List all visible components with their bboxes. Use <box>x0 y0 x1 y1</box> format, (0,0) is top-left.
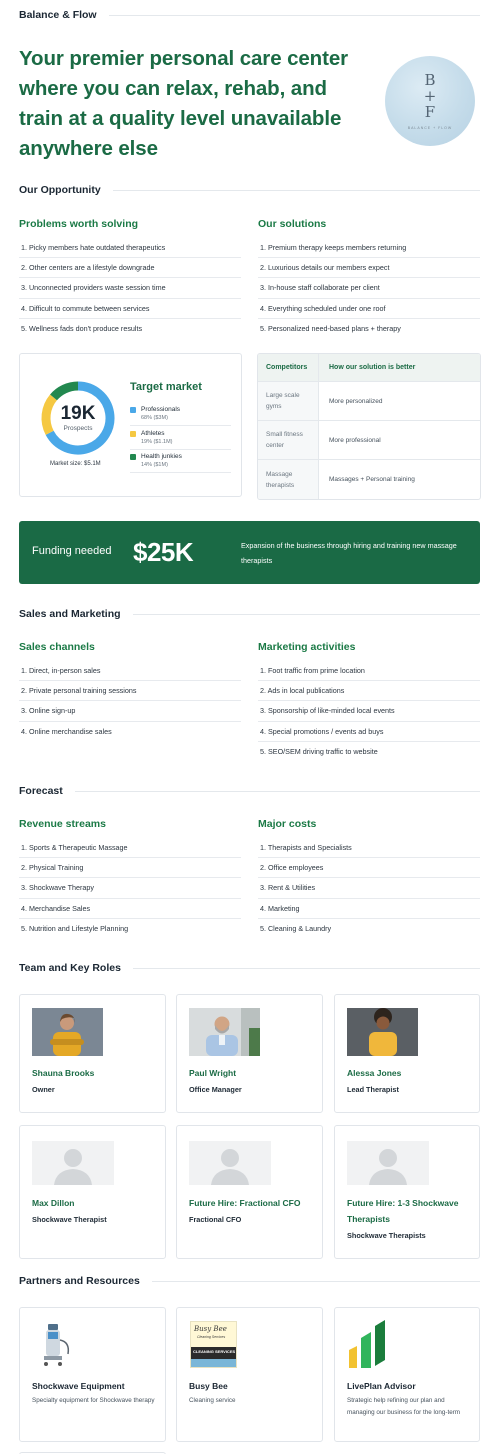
partner-description: Specialty equipment for Shockwave therapy <box>32 1397 155 1404</box>
funding-banner <box>19 521 480 584</box>
problems-list: Problems worth solving 1. Picky members hate outdated therapeutics 2. Other centers are a lifestyle downgrade 3. Unconnected providers waste session time 4. Difficult to commute between services 5. Wellness fads don't produce results <box>19 218 241 339</box>
team-member-role: Office Manager <box>189 1085 242 1094</box>
target-market-title: Target market <box>130 381 202 393</box>
market-size: Market size: $5.1M <box>50 461 101 467</box>
marketing-activities-list: Marketing activities 1. Foot traffic from prime location 2. Ads in local publications 3. Sponsorship of like-minded local events 4. Special promotions / events ad buys 5. SEO/SEM driving traffic to website <box>258 641 480 762</box>
team-member-role: Shockwave Therapist <box>32 1215 107 1224</box>
funding-amount: $25K <box>133 537 194 567</box>
target-market-card <box>19 353 242 497</box>
segment-row: Athletes 19% ($1.1M) <box>130 429 231 450</box>
team-card <box>334 994 480 1113</box>
list-item: 4. Special promotions / events ad buys <box>258 722 480 742</box>
legend-swatch <box>130 407 136 413</box>
list-item: 3. Rent & Utilities <box>258 878 480 898</box>
prospects-label: Prospects <box>63 425 93 432</box>
major-costs-list: Major costs 1. Therapists and Specialists 2. Office employees 3. Rent & Utilities 4. Marketing 5. Cleaning & Laundry <box>258 818 480 939</box>
partner-card <box>176 1307 323 1442</box>
list-item: 3. In-house staff collaborate per client <box>258 278 480 298</box>
list-item: 1. Premium therapy keeps members returning <box>258 238 480 258</box>
team-card <box>176 1125 323 1259</box>
list-item: 4. Marketing <box>258 899 480 919</box>
list-item: 1. Therapists and Specialists <box>258 838 480 858</box>
divider <box>109 15 480 16</box>
section-header-partners: Partners and Resources <box>19 1275 480 1287</box>
section-header-sales: Sales and Marketing <box>19 608 480 620</box>
team-member-role: Owner <box>32 1085 55 1094</box>
legend-swatch <box>130 431 136 437</box>
liveplan-logo-icon <box>347 1320 387 1375</box>
partner-description: Cleaning service <box>189 1397 236 1404</box>
team-photo <box>32 1008 103 1056</box>
placeholder-avatar-icon <box>32 1141 114 1185</box>
funding-label: Funding needed <box>32 545 112 557</box>
list-item: 1. Picky members hate outdated therapeutics <box>19 238 241 258</box>
list-item: 5. Cleaning & Laundry <box>260 923 332 933</box>
opportunity-lists <box>19 218 480 339</box>
section-header-team: Team and Key Roles <box>19 962 480 974</box>
team-member-name: Shauna Brooks <box>32 1068 95 1078</box>
list-item: 4. Online merchandise sales <box>21 726 112 736</box>
segment-row: Health junkies 14% ($1M) <box>130 452 231 473</box>
table-row: Small fitness center More professional <box>258 421 480 460</box>
shockwave-machine-icon <box>34 1320 78 1375</box>
funding-description: Expansion of the business through hiring and training new massage therapists <box>241 541 457 565</box>
market-donut-chart <box>40 380 116 456</box>
solutions-list: Our solutions 1. Premium therapy keeps members returning 2. Luxurious details our members expect 3. In-house staff collaborate per client 4. Everything scheduled under one roof 5. Personalized need-based plans + therapy <box>258 218 480 339</box>
list-item: 5. Nutrition and Lifestyle Planning <box>21 923 129 933</box>
table-header: Competitors How our solution is better <box>258 354 480 382</box>
segment-row: Professionals 68% ($3M) <box>130 405 231 426</box>
table-row: Massage therapists Massages + Personal training <box>258 460 480 499</box>
team-member-name: Future Hire: Fractional CFO <box>189 1198 301 1208</box>
team-member-role: Shockwave Therapists <box>347 1231 426 1240</box>
list-item: 5. Personalized need-based plans + therapy <box>260 323 401 333</box>
list-item: 3. Unconnected providers waste session time <box>19 278 241 298</box>
section-header-forecast: Forecast <box>19 785 480 797</box>
list-item: 3. Sponsorship of like-minded local events <box>258 701 480 721</box>
forecast-lists <box>19 818 480 939</box>
legend-swatch <box>130 454 136 460</box>
section-header-opportunity: Our Opportunity <box>19 184 480 196</box>
competitors-table <box>257 353 481 500</box>
hero-title: Your premier personal care center where you can relax, rehab, and train at a quality level unavailable anywhere else <box>19 47 349 160</box>
team-member-role: Lead Therapist <box>347 1085 399 1094</box>
list-item: 2. Private personal training sessions <box>19 681 241 701</box>
busy-bee-logo: Busy Bee Cleaning Services CLEANING SERVICES <box>190 1321 237 1368</box>
app-header <box>19 9 480 21</box>
team-photo <box>347 1008 418 1056</box>
partner-name: LivePlan Advisor <box>347 1381 416 1391</box>
list-item: 2. Luxurious details our members expect <box>258 258 480 278</box>
list-item: 4. Difficult to commute between services <box>19 299 241 319</box>
team-card <box>19 994 166 1113</box>
list-item: 3. Online sign-up <box>19 701 241 721</box>
sales-channels-list: Sales channels 1. Direct, in-person sales 2. Private personal training sessions 3. Online sign-up 4. Online merchandise sales <box>19 641 241 762</box>
team-member-name: Max Dillon <box>32 1198 75 1208</box>
list-item: 3. Shockwave Therapy <box>19 878 241 898</box>
list-item: 2. Other centers are a lifestyle downgrade <box>19 258 241 278</box>
team-card <box>334 1125 480 1259</box>
table-row: Large scale gyms More personalized <box>258 382 480 421</box>
partner-name: Shockwave Equipment <box>32 1381 125 1391</box>
app-title: Balance & Flow <box>19 9 97 21</box>
team-member-name: Future Hire: 1-3 Shockwave Therapists <box>347 1198 459 1224</box>
list-item: 1. Foot traffic from prime location <box>258 661 480 681</box>
list-item: 2. Physical Training <box>19 858 241 878</box>
partner-card <box>334 1307 480 1442</box>
team-member-role: Fractional CFO <box>189 1215 242 1224</box>
list-item: 2. Office employees <box>258 858 480 878</box>
team-photo <box>189 1008 260 1056</box>
list-item: 1. Sports & Therapeutic Massage <box>19 838 241 858</box>
partner-description: Strategic help refining our plan and managing our business for the long-term <box>347 1397 461 1416</box>
sales-lists <box>19 641 480 762</box>
partner-card <box>19 1307 166 1442</box>
team-member-name: Alessa Jones <box>347 1068 402 1078</box>
list-item: 1. Direct, in-person sales <box>19 661 241 681</box>
team-card <box>176 994 323 1113</box>
prospects-value: 19K <box>60 403 96 424</box>
placeholder-avatar-icon <box>347 1141 429 1185</box>
team-card <box>19 1125 166 1259</box>
company-logo: B + F BALANCE + FLOW <box>385 56 475 146</box>
partner-name: Busy Bee <box>189 1381 228 1391</box>
revenue-streams-list: Revenue streams 1. Sports & Therapeutic Massage 2. Physical Training 3. Shockwave Therapy 4. Merchandise Sales 5. Nutrition and Lifestyle Planning <box>19 818 241 939</box>
list-item: 5. SEO/SEM driving traffic to website <box>260 746 378 756</box>
team-member-name: Paul Wright <box>189 1068 237 1078</box>
list-item: 4. Everything scheduled under one roof <box>258 299 480 319</box>
list-item: 5. Wellness fads don't produce results <box>21 323 143 333</box>
placeholder-avatar-icon <box>189 1141 271 1185</box>
list-item: 4. Merchandise Sales <box>19 899 241 919</box>
list-item: 2. Ads in local publications <box>258 681 480 701</box>
